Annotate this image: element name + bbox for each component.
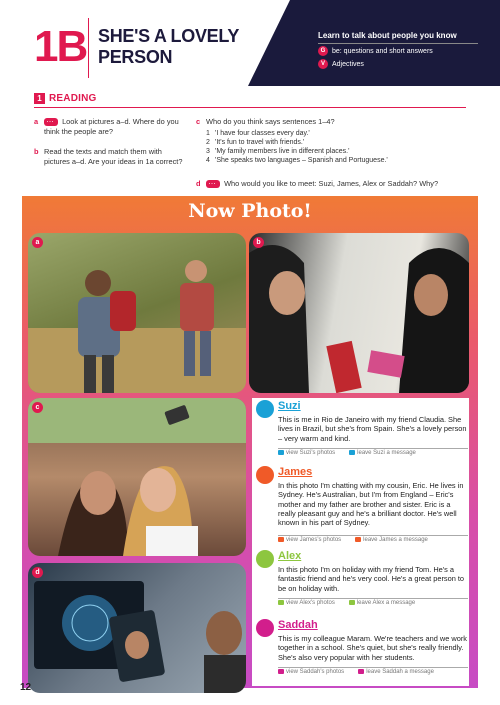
now-photo-logo: Now Photo!	[188, 200, 312, 222]
post-links	[278, 598, 468, 606]
objective-grammar: G be: questions and short answers	[318, 46, 433, 56]
sentence-item: 4 'She speaks two languages – Spanish and Portuguese.'	[206, 157, 388, 165]
photo-d-video-call	[28, 563, 246, 693]
social-posts	[252, 398, 469, 686]
page-header	[0, 0, 500, 86]
sentence-item: 2 'It's fun to travel with friends.'	[206, 138, 305, 146]
user-avatar-icon	[256, 466, 274, 484]
user-avatar-icon	[256, 619, 274, 637]
unit-divider	[88, 18, 89, 78]
video-call-illustration	[28, 563, 246, 693]
sentence-item: 1 'I have four classes every day.'	[206, 129, 310, 137]
post-author[interactable]: James	[278, 466, 313, 478]
post-author[interactable]: Alex	[278, 550, 302, 562]
post-links	[278, 667, 468, 675]
section-title: READING	[49, 93, 97, 104]
task-c: c Who do you think says sentences 1–4? 1 'I have four classes every day.' 2 'It's fun to travel with friends.' 3 'My family members live in different places.' 4 'She speaks two languages – Spanish and Portuguese.'	[206, 117, 466, 165]
post-author[interactable]: Saddah	[278, 619, 318, 631]
view-photos-link[interactable]: view Alex's photos	[278, 600, 335, 606]
sentence-list	[206, 129, 466, 166]
post-james	[256, 466, 468, 548]
photo-a-hikers	[28, 233, 246, 393]
vocabulary-badge: V	[318, 59, 328, 69]
objective-title: Learn to talk about people you know	[318, 31, 478, 44]
post-author[interactable]: Suzi	[278, 400, 301, 412]
section-heading	[34, 93, 97, 104]
camera-icon	[278, 600, 284, 605]
post-links	[278, 535, 468, 543]
post-text: In this photo I'm on holiday with my friend Tom. He's a fantastic friend and he's very cool. He's a great person to be on holiday with.	[278, 565, 465, 593]
selfie-illustration	[28, 398, 246, 556]
leave-message-link[interactable]: leave Suzi a message	[349, 450, 416, 456]
message-icon	[355, 537, 361, 542]
speech-bubble-icon	[206, 180, 220, 188]
speech-bubble-icon	[44, 118, 58, 126]
message-icon	[349, 600, 355, 605]
post-alex	[256, 550, 468, 610]
colleagues-illustration	[249, 233, 469, 393]
photo-c-selfie	[28, 398, 246, 556]
message-icon	[358, 669, 364, 674]
hikers-illustration	[28, 233, 246, 393]
message-icon	[349, 450, 355, 455]
page-number: 12	[20, 682, 32, 693]
unit-title: SHE'S A LOVELY PERSON	[98, 26, 240, 67]
post-text: This is my colleague Maram. We're teachers and we work together in a school. She's quiet, but she's really friendly. She's also very popular with her students.	[278, 634, 467, 662]
leave-message-link[interactable]: leave James a message	[355, 537, 428, 543]
camera-icon	[278, 669, 284, 674]
task-b: b Read the texts and match them with pictures a–d. Are your ideas in 1a correct?	[34, 147, 183, 166]
header-navy-corner	[248, 0, 290, 86]
user-avatar-icon	[256, 400, 274, 418]
task-d: d … Who would you like to meet: Suzi, James, Alex or Saddah? Why?	[206, 179, 476, 189]
photo-b-colleagues	[249, 233, 469, 393]
post-text: This is me in Rio de Janeiro with my friend Claudia. She lives in Brazil, but she's from Spain. She's a lovely person – very warm and kind.	[278, 415, 467, 443]
camera-icon	[278, 450, 284, 455]
post-saddah	[256, 619, 468, 681]
photo-tag: a	[32, 237, 43, 248]
section-number: 1	[34, 93, 45, 104]
grammar-badge: G	[318, 46, 328, 56]
task-a: a … Look at pictures a–d. Where do you think the people are?	[44, 117, 184, 136]
camera-icon	[278, 537, 284, 542]
post-suzi	[256, 400, 468, 462]
view-photos-link[interactable]: view Saddah's photos	[278, 669, 344, 675]
user-avatar-icon	[256, 550, 274, 568]
view-photos-link[interactable]: view Suzi's photos	[278, 450, 335, 456]
photo-tag: c	[32, 402, 43, 413]
photo-tag: b	[253, 237, 264, 248]
view-photos-link[interactable]: view James's photos	[278, 537, 341, 543]
section-rule	[34, 107, 466, 108]
leave-message-link[interactable]: leave Saddah a message	[358, 669, 434, 675]
post-links	[278, 448, 468, 456]
leave-message-link[interactable]: leave Alex a message	[349, 600, 415, 606]
post-text: In this photo I'm chatting with my cousin, Eric. He lives in Sydney. He's Australian, but I'm from England – Eric's mother and my father are brother and sister. Eric is a really pleasant guy and he's a brilliant doctor. He's well known in his part of Sydney.	[278, 481, 464, 528]
photo-tag: d	[32, 567, 43, 578]
unit-number: 1B	[34, 22, 87, 71]
objective-vocabulary: V Adjectives	[318, 59, 364, 69]
sentence-item: 3 'My family members live in different places.'	[206, 147, 350, 155]
